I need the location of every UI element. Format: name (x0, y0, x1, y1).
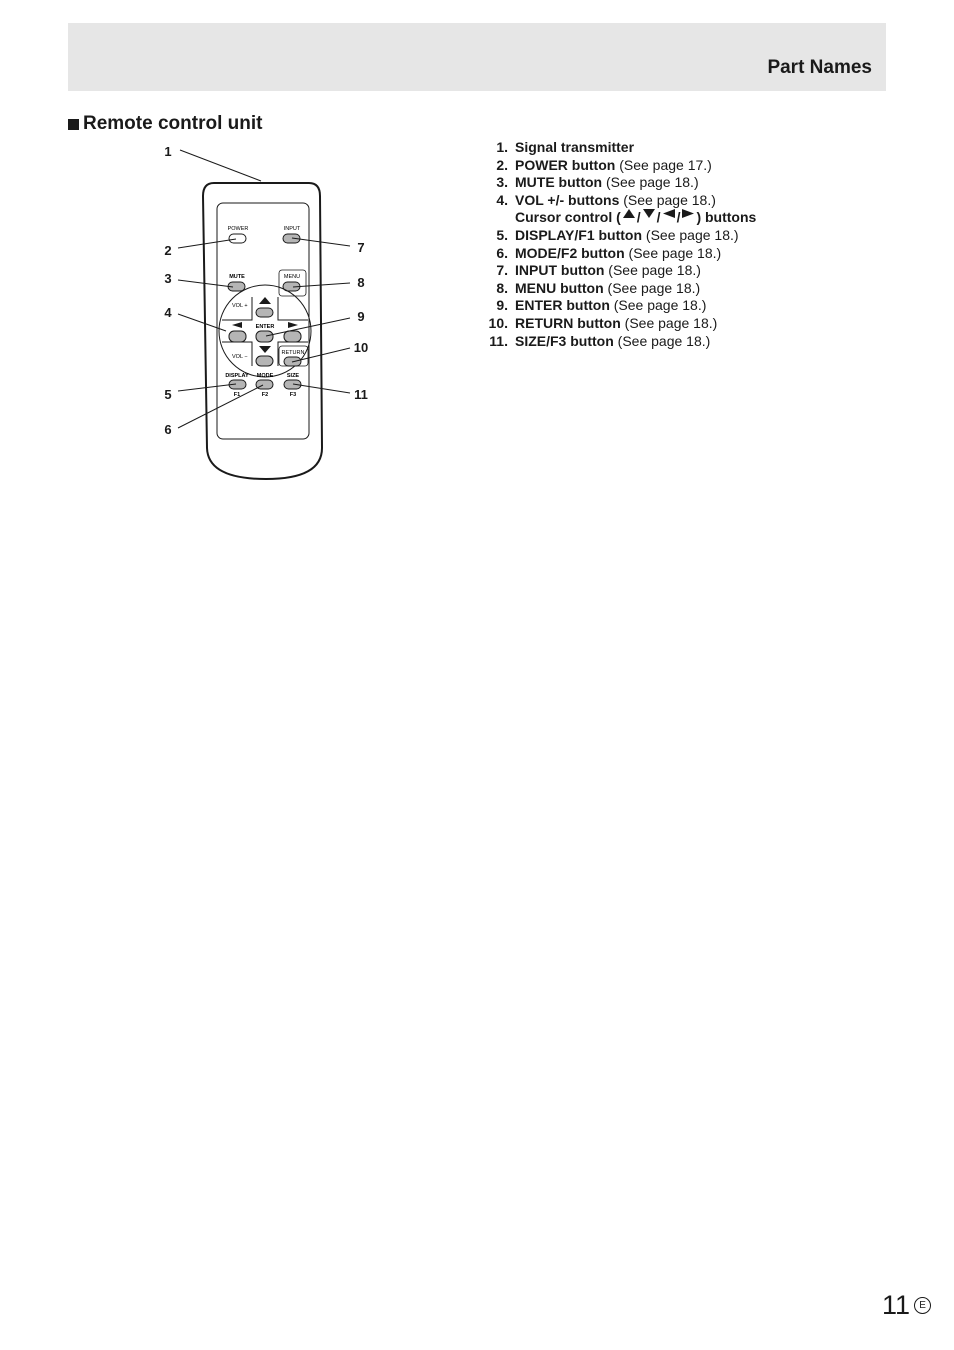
page-section-title: Part Names (767, 57, 872, 78)
input-label: INPUT (283, 226, 301, 232)
return-label: RETURN (281, 350, 305, 356)
list-item: 7. INPUT button (See page 18.) (496, 262, 701, 279)
callout-6: 6 (164, 422, 172, 437)
page-number-text: 11 (882, 1290, 911, 1320)
left-triangle-icon (663, 209, 675, 218)
remote-control-illustration (150, 135, 390, 485)
f3-label: F3 (289, 392, 297, 398)
list-item: 4. VOL +/- buttons (See page 18.) (496, 191, 716, 208)
list-item: 8. MENU button (See page 18.) (496, 279, 701, 296)
language-mark: E (914, 1297, 931, 1314)
callout-2: 2 (164, 243, 172, 258)
callout-5: 5 (164, 387, 172, 402)
left-button[interactable] (229, 331, 246, 342)
f1-label: F1 (233, 392, 241, 398)
callout-7: 7 (357, 240, 365, 255)
up-triangle-icon (623, 209, 635, 218)
section-heading (68, 113, 262, 135)
section-heading-text: Remote control unit (83, 113, 263, 134)
vol-plus-label: VOL + (232, 303, 248, 309)
list-item: 3. MUTE button (See page 18.) (496, 174, 699, 191)
power-label: POWER (227, 226, 249, 232)
callout-4: 4 (164, 305, 172, 320)
cursor-control-item: Cursor control ( / / / ) buttons (515, 209, 757, 226)
list-item: 11. SIZE/F3 button (See page 18.) (489, 332, 711, 349)
mute-label: MUTE (229, 274, 245, 280)
display-label: DISPLAY (225, 373, 249, 379)
enter-button[interactable] (256, 331, 273, 342)
up-button[interactable] (256, 308, 273, 317)
size-label: SIZE (286, 373, 300, 379)
parts-list (480, 139, 756, 350)
list-item: 9. ENTER button (See page 18.) (496, 297, 707, 314)
list-item: 1. Signal transmitter (496, 139, 635, 155)
list-item: 2. POWER button (See page 17.) (496, 156, 712, 173)
right-button[interactable] (284, 331, 301, 342)
square-bullet-icon (68, 119, 79, 130)
callout-9: 9 (357, 309, 365, 324)
callout-8: 8 (357, 275, 365, 290)
list-item: 5. DISPLAY/F1 button (See page 18.) (496, 226, 739, 243)
callout-3: 3 (164, 271, 172, 286)
power-button[interactable] (229, 234, 246, 243)
callout-1: 1 (164, 144, 172, 159)
menu-label: MENU (283, 274, 301, 280)
callout-10: 10 (353, 340, 369, 355)
down-triangle-icon (643, 209, 655, 218)
list-item: 6. MODE/F2 button (See page 18.) (496, 244, 722, 261)
right-triangle-icon (682, 209, 694, 218)
header-bar (68, 23, 886, 91)
callout-11: 11 (354, 387, 368, 402)
mode-label: MODE (256, 373, 274, 379)
page-number (882, 1290, 931, 1321)
f2-label: F2 (261, 392, 269, 398)
enter-label: ENTER (255, 324, 275, 330)
vol-minus-label: VOL − (232, 354, 248, 360)
list-item: 10. RETURN button (See page 18.) (488, 314, 718, 331)
down-button[interactable] (256, 356, 273, 366)
